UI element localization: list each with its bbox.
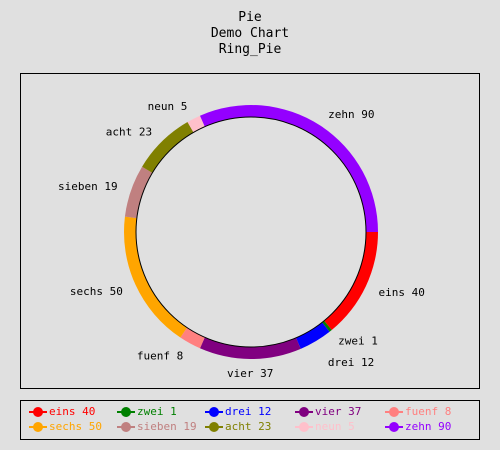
slice-label-zwei: zwei 1: [338, 334, 378, 348]
legend-label: vier 37: [315, 405, 362, 418]
legend-marker-icon: [205, 420, 225, 434]
legend-marker-icon: [117, 420, 137, 434]
slice-vier: [200, 337, 301, 359]
legend-label: drei 12: [225, 405, 272, 418]
legend-label: zwei 1: [137, 405, 177, 418]
legend-marker-icon: [385, 420, 405, 434]
legend-marker-icon: [117, 405, 137, 419]
slice-eins: [324, 232, 378, 330]
legend-marker-icon: [295, 405, 315, 419]
legend-marker-icon: [29, 405, 49, 419]
slice-label-acht: acht 23: [105, 125, 153, 139]
legend-label: neun 5: [315, 420, 355, 433]
slice-sieben: [125, 167, 152, 218]
chart-subtitle-2: Ring_Pie: [218, 42, 282, 57]
ring-inner-outline: [136, 117, 366, 347]
slice-label-sechs: sechs 50: [69, 284, 123, 298]
slice-label-zehn: zehn 90: [328, 107, 375, 121]
chart-title: Pie: [238, 10, 262, 25]
legend-marker-icon: [29, 420, 49, 434]
chart-subtitle: Demo Chart: [210, 26, 290, 41]
legend-label: eins 40: [49, 405, 96, 418]
slice-label-drei: drei 12: [327, 355, 375, 369]
slice-label-neun: neun 5: [147, 100, 188, 114]
slice-label-fuenf: fuenf 8: [136, 349, 184, 363]
legend-label: zehn 90: [405, 420, 452, 433]
legend-label: sieben 19: [137, 420, 197, 433]
slice-zehn: [200, 105, 378, 232]
legend-label: fuenf 8: [405, 405, 452, 418]
legend-marker-icon: [205, 405, 225, 419]
slice-sechs: [124, 217, 187, 338]
legend: [20, 400, 480, 440]
slice-label-sieben: sieben 19: [58, 180, 118, 194]
legend-marker-icon: [385, 405, 405, 419]
slice-label-eins: eins 40: [378, 286, 425, 300]
slice-label-vier: vier 37: [227, 366, 274, 380]
legend-label: acht 23: [225, 420, 272, 433]
legend-marker-icon: [295, 420, 315, 434]
legend-label: sechs 50: [49, 420, 102, 433]
